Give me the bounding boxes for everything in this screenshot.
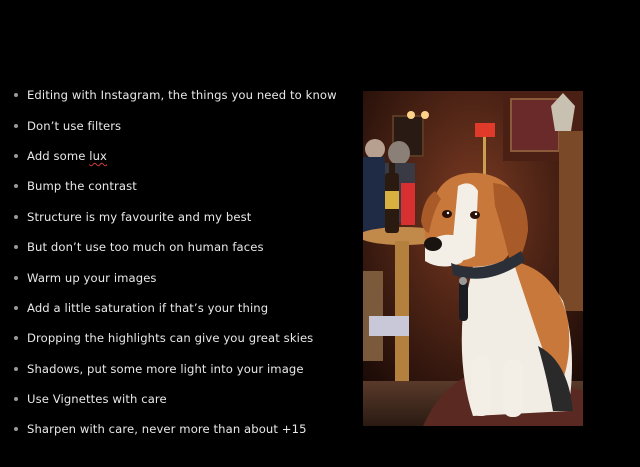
bullet-text-main: Dropping the highlights can give you great skies	[27, 331, 314, 346]
bullet-item	[14, 414, 344, 444]
bullet-text	[27, 210, 251, 224]
bullet-dot-icon	[14, 306, 18, 310]
bullet-dot-icon	[14, 245, 18, 249]
bullet-text-main: Structure is my favourite and my best	[27, 209, 252, 224]
bullet-text	[27, 240, 264, 254]
spellcheck-flagged-word: lux	[89, 148, 108, 163]
bullet-dot-icon	[14, 124, 18, 128]
bullet-dot-icon	[14, 184, 18, 188]
bullet-text-main: Don’t use filters	[27, 118, 122, 133]
bullet-dot-icon	[14, 93, 18, 97]
bullet-text-main: But don’t use too much on human faces	[27, 240, 264, 255]
beagle-photo-art	[363, 91, 583, 426]
bullet-item	[14, 110, 344, 140]
bullet-text	[27, 331, 313, 345]
bullet-item	[14, 262, 344, 292]
bullet-text-main: Use Vignettes with care	[27, 392, 167, 407]
beagle-photo	[363, 91, 583, 426]
bullet-item	[14, 354, 344, 384]
bullet-text-main: Warm up your images	[27, 270, 157, 285]
bullet-list	[14, 80, 344, 445]
bullet-text-main: Sharpen with care, never more than about +15	[27, 422, 307, 437]
bullet-text-main: Add a little saturation if that’s your thing	[27, 300, 269, 315]
bullet-item	[14, 293, 344, 323]
bullet-text-main: Shadows, put some more light into your image	[27, 361, 304, 376]
bullet-text	[27, 301, 268, 315]
bullet-dot-icon	[14, 154, 18, 158]
bullet-dot-icon	[14, 427, 18, 431]
bullet-text	[27, 362, 304, 376]
bullet-item	[14, 141, 344, 171]
bullet-dot-icon	[14, 367, 18, 371]
bullet-text-main: Bump the contrast	[27, 179, 137, 194]
bullet-text-main: Add some	[27, 148, 90, 163]
bullet-dot-icon	[14, 397, 18, 401]
bullet-dot-icon	[14, 276, 18, 280]
bullet-text	[27, 149, 107, 163]
bullet-item	[14, 202, 344, 232]
bullet-item	[14, 232, 344, 262]
bullet-text	[27, 179, 137, 193]
bullet-text	[27, 422, 307, 436]
bullet-dot-icon	[14, 215, 18, 219]
bullet-text-main: Editing with Instagram, the things you need to know	[27, 88, 337, 103]
bullet-item	[14, 171, 344, 201]
bullet-text	[27, 88, 337, 102]
bullet-item	[14, 80, 344, 110]
bullet-text	[27, 271, 157, 285]
bullet-item	[14, 384, 344, 414]
bullet-text	[27, 119, 121, 133]
bullet-dot-icon	[14, 336, 18, 340]
bullet-text	[27, 392, 167, 406]
bullet-item	[14, 323, 344, 353]
